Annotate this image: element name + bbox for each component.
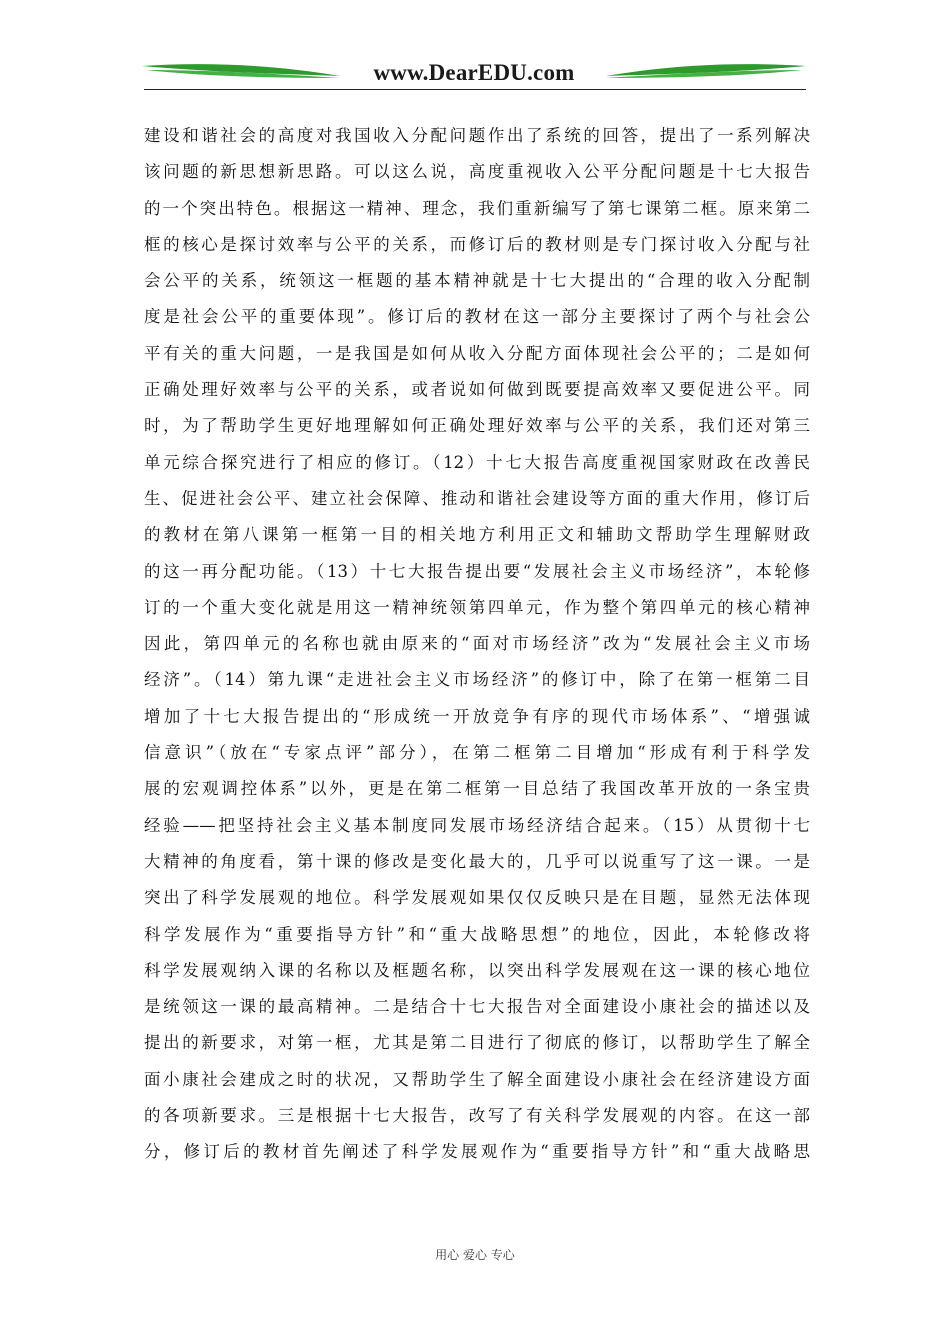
text-line: 信意识”（放在“专家点评”部分），在第二框第二目增加“形成有利于科学发 bbox=[144, 743, 810, 763]
text-line: 面小康社会建成之时的状况，又帮助学生了解全面建设小康社会在经济建设方面 bbox=[144, 1069, 810, 1089]
text-line: 是统领这一课的最高精神。二是结合十七大报告对全面建设小康社会的描述以及 bbox=[144, 997, 810, 1017]
text-line: 的这一再分配功能。（13）十七大报告提出要“发展社会主义市场经济”，本轮修 bbox=[144, 561, 810, 581]
text-line: 提出的新要求，对第一框，尤其是第二目进行了彻底的修订，以帮助学生了解全 bbox=[144, 1033, 810, 1053]
text-line: 框的核心是探讨效率与公平的关系，而修订后的教材则是专门探讨收入分配与社 bbox=[144, 234, 810, 254]
text-line: 会公平的关系，统领这一框题的基本精神就是十七大提出的“合理的收入分配制 bbox=[144, 271, 810, 291]
text-line: 分，修订后的教材首先阐述了科学发展观作为“重要指导方针”和“重大战略思 bbox=[144, 1142, 810, 1162]
text-line: 增加了十七大报告提出的“形成统一开放竞争有序的现代市场体系”、“增强诚 bbox=[144, 706, 810, 726]
text-line: 科学发展观纳入课的名称以及框题名称，以突出科学发展观在这一课的核心地位 bbox=[144, 960, 810, 980]
page-footer: 用心 爱心 专心 bbox=[435, 1248, 515, 1262]
site-logo[interactable]: www.DearEDU.com bbox=[373, 60, 575, 85]
text-line: 大精神的角度看，第十课的修改是变化最大的，几乎可以说重写了这一课。一是 bbox=[144, 851, 810, 871]
text-line: 经验——把坚持社会主义基本制度同发展市场经济结合起来。（15）从贯彻十七 bbox=[144, 815, 810, 835]
text-line: 经济”。（14）第九课“走进社会主义市场经济”的修订中，除了在第一框第二目 bbox=[144, 670, 810, 690]
text-line: 建设和谐社会的高度对我国收入分配问题作出了系统的回答，提出了一系列解决 bbox=[144, 126, 810, 145]
text-line: 平有关的重大问题，一是我国是如何从收入分配方面体现社会公平的；二是如何 bbox=[144, 343, 810, 363]
text-line: 订的一个重大变化就是用这一精神统领第四单元，作为整个第四单元的核心精神 bbox=[144, 597, 810, 617]
text-line: 的一个突出特色。根据这一精神、理念，我们重新编写了第七课第二框。原来第二 bbox=[144, 198, 810, 218]
text-line: 正确处理好效率与公平的关系，或者说如何做到既要提高效率又要促进公平。同 bbox=[144, 380, 810, 400]
text-line: 科学发展作为“重要指导方针”和“重大战略思想”的地位，因此，本轮修改将 bbox=[144, 924, 810, 944]
text-line: 时，为了帮助学生更好地理解如何正确处理好效率与公平的关系，我们还对第三 bbox=[144, 416, 810, 436]
document-body bbox=[144, 118, 810, 1171]
text-line: 度是社会公平的重要体现”。修订后的教材在这一部分主要探讨了两个与社会公 bbox=[144, 307, 810, 327]
text-line: 单元综合探究进行了相应的修订。（12）十七大报告高度重视国家财政在改善民 bbox=[144, 452, 810, 472]
text-line: 因此，第四单元的名称也就由原来的“面对市场经济”改为“发展社会主义市场 bbox=[144, 634, 810, 654]
text-line: 的各项新要求。三是根据十七大报告，改写了有关科学发展观的内容。在这一部 bbox=[144, 1106, 810, 1126]
text-line: 该问题的新思想新思路。可以这么说，高度重视收入公平分配问题是十七大报告 bbox=[144, 162, 810, 182]
text-line: 突出了科学发展观的地位。科学发展观如果仅仅反映只是在目题，显然无法体现 bbox=[144, 888, 810, 908]
site-header bbox=[140, 52, 808, 92]
text-line: 的教材在第八课第一框第一目的相关地方利用正文和辅助文帮助学生理解财政 bbox=[144, 525, 810, 545]
header-divider bbox=[144, 89, 806, 90]
text-line: 展的宏观调控体系”以外，更是在第二框第一目总结了我国改革开放的一条宝贵 bbox=[144, 779, 810, 799]
text-line: 生、促进社会公平、建立社会保障、推动和谐社会建设等方面的重大作用，修订后 bbox=[144, 488, 810, 508]
